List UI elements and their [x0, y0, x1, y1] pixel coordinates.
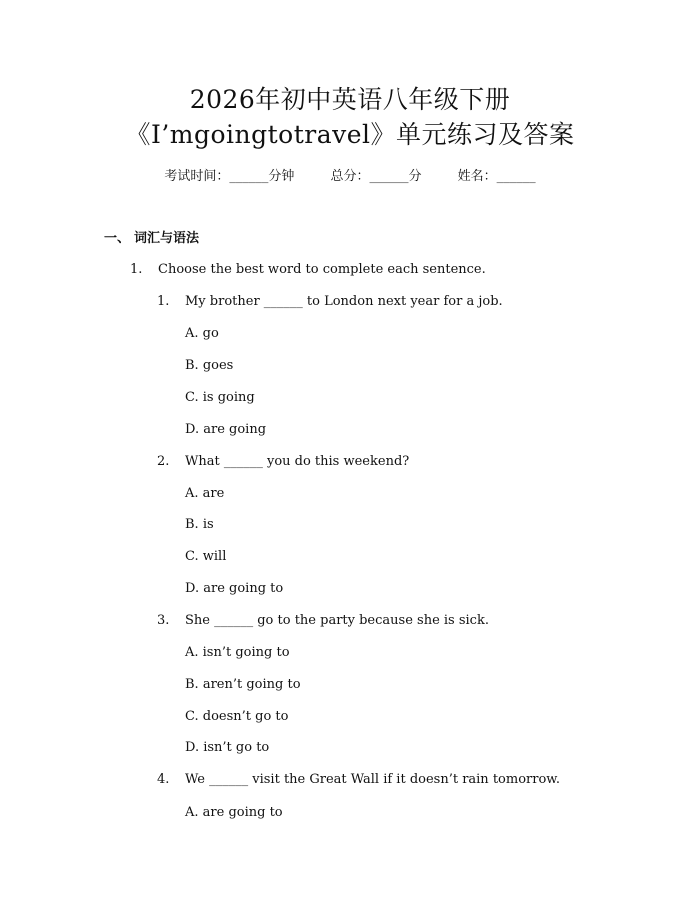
question-text: She ______ go to the party because she is sick.	[185, 613, 489, 628]
answer-option[interactable]: A. go	[185, 326, 219, 341]
question-text: My brother ______ to London next year for a job.	[185, 294, 503, 309]
part-text: Choose the best word to complete each sentence.	[158, 262, 486, 277]
question	[157, 771, 560, 789]
student-name: 姓名：______	[457, 169, 536, 184]
question	[157, 293, 503, 311]
question	[157, 453, 409, 471]
answer-option[interactable]: C. is going	[185, 390, 255, 405]
answer-option[interactable]: C. doesn’t go to	[185, 709, 289, 724]
question-number: 2.	[157, 454, 170, 469]
section-heading	[104, 230, 199, 248]
section-number: 一、	[104, 231, 131, 246]
answer-option[interactable]: A. isn’t going to	[185, 645, 290, 660]
document-title-line-1: 2026年初中英语八年级下册	[189, 85, 511, 114]
exam-time: 考试时间：______分钟	[164, 169, 295, 184]
section-title: 词汇与语法	[134, 231, 200, 246]
answer-option[interactable]: D. isn’t go to	[185, 740, 270, 755]
exam-meta	[0, 168, 700, 186]
answer-option[interactable]: B. is	[185, 517, 214, 532]
answer-option[interactable]: D. are going	[185, 422, 267, 437]
question-text: What ______ you do this weekend?	[185, 454, 410, 469]
exam-score: 总分：______分	[330, 169, 422, 184]
answer-option[interactable]: B. goes	[185, 358, 234, 373]
part-number: 1.	[130, 262, 143, 277]
question-number: 4.	[157, 772, 170, 787]
answer-option[interactable]: D. are going to	[185, 581, 284, 596]
document-title-line-2: 《I’mgoingtotravel》单元练习及答案	[125, 120, 575, 149]
part-instruction	[130, 261, 486, 279]
answer-option[interactable]: A. are	[185, 486, 225, 501]
answer-option[interactable]: A. are going to	[185, 805, 283, 820]
answer-option[interactable]: C. will	[185, 549, 227, 564]
question-number: 1.	[157, 294, 170, 309]
question-text: We ______ visit the Great Wall if it doesn’t rain tomorrow.	[185, 772, 560, 787]
question-number: 3.	[157, 613, 170, 628]
question	[157, 612, 489, 630]
answer-option[interactable]: B. aren’t going to	[185, 677, 301, 692]
